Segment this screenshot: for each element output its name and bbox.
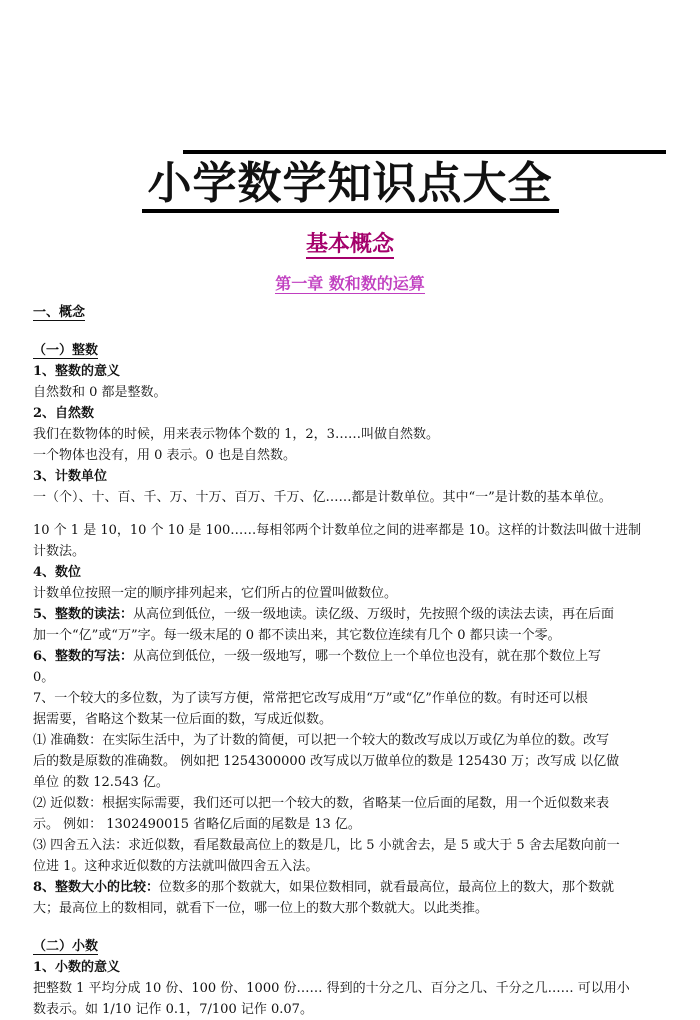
item-heading: 2、自然数 — [33, 406, 95, 421]
header-rule — [183, 150, 666, 154]
paragraph-line: 单位 的数 12.543 亿。 — [33, 775, 169, 790]
paragraph-line: 计数单位按照一定的顺序排列起来，它们所占的位置叫做数位。 — [33, 586, 398, 601]
paragraph-line: 数表示。如 1/10 记作 0.1，7/100 记作 0.07。 — [33, 1002, 313, 1017]
item-heading: 4、数位 — [33, 565, 82, 580]
paragraph-line: 示。 例如： 1302490015 省略亿后面的尾数是 13 亿。 — [33, 817, 361, 832]
document-body — [33, 302, 673, 1020]
paragraph-line: 10 个 1 是 10，10 个 10 是 100……每相邻两个计数单位之间的进率都是 10。这样的计数法叫做十进制 — [33, 523, 641, 538]
subsection-heading: （二）小数 — [33, 939, 99, 954]
paragraph-line: 大；最高位上的数相同，就看下一位，哪一位上的数大那个数就大。以此类推。 — [33, 901, 489, 916]
paragraph-line: 5、整数的读法：从高位到低位，一级一级地读。读亿级、万级时，先按照个级的读法去读，再在后面 — [33, 607, 615, 622]
paragraph-line: 据需要，省略这个数某一位后面的数，写成近似数。 — [33, 712, 333, 727]
item-heading: 1、整数的意义 — [33, 364, 121, 379]
paragraph-line: ⑵ 近似数：根据实际需要，我们还可以把一个较大的数，省略某一位后面的尾数，用一个近似数来表 — [33, 796, 610, 811]
inline-heading: 6、整数的写法： — [33, 649, 134, 664]
inline-heading: 5、整数的读法： — [33, 607, 134, 622]
section-heading: 一、概念 — [33, 305, 86, 320]
paragraph-line: 把整数 1 平均分成 10 份、100 份、1000 份…… 得到的十分之几、百分之几、千分之几…… 可以用小 — [33, 981, 630, 996]
paragraph-line: 8、整数大小的比较：位数多的那个数就大，如果位数相同，就看最高位，最高位上的数大，那个数就 — [33, 880, 615, 895]
paragraph-line: 一个物体也没有，用 0 表示。0 也是自然数。 — [33, 448, 296, 463]
paragraph-line: 我们在数物体的时候，用来表示物体个数的 1，2，3……叫做自然数。 — [33, 427, 439, 442]
document-subtitle: 基本概念 — [305, 232, 394, 257]
item-heading: 3、计数单位 — [33, 469, 108, 484]
inline-heading: 8、整数大小的比较： — [33, 880, 160, 895]
paragraph-line: ⑶ 四舍五入法：求近似数，看尾数最高位上的数是几，比 5 小就舍去，是 5 或大于 5 舍去尾数向前一 — [33, 838, 620, 853]
paragraph-line: 6、整数的写法：从高位到低位，一级一级地写，哪一个数位上一个单位也没有，就在那个数位上写 — [33, 649, 602, 664]
paragraph-line: 计数法。 — [33, 544, 86, 559]
paragraph-line: 一（个）、十、百、千、万、十万、百万、千万、亿……都是计数单位。其中“一”是计数的基本单位。 — [33, 490, 612, 505]
paragraph-line: 后的数是原数的准确数。 例如把 1254300000 改写成以万做单位的数是 125430 万；改写成 以亿做 — [33, 754, 620, 769]
document-title: 小学数学知识点大全 — [0, 158, 700, 210]
paragraph-line: ⑴ 准确数：在实际生活中，为了计数的简便，可以把一个较大的数改写成以万或亿为单位的数。改写 — [33, 733, 610, 748]
item-heading: 1、小数的意义 — [33, 960, 121, 975]
chapter-heading: 第一章 数和数的运算 — [275, 274, 425, 293]
paragraph-line: 0。 — [33, 670, 55, 685]
paragraph-line: 自然数和 0 都是整数。 — [33, 385, 167, 400]
paragraph-line: 位进 1。这种求近似数的方法就叫做四舍五入法。 — [33, 859, 319, 874]
paragraph-line: 7、一个较大的多位数，为了读写方便，常常把它改写成用“万”或“亿”作单位的数。有时还可以根 — [33, 691, 588, 706]
paragraph-line: 加一个“亿”或“万”字。每一级末尾的 0 都不读出来，其它数位连续有几个 0 都只读一个零。 — [33, 628, 561, 643]
subsection-heading: （一）整数 — [33, 343, 99, 358]
